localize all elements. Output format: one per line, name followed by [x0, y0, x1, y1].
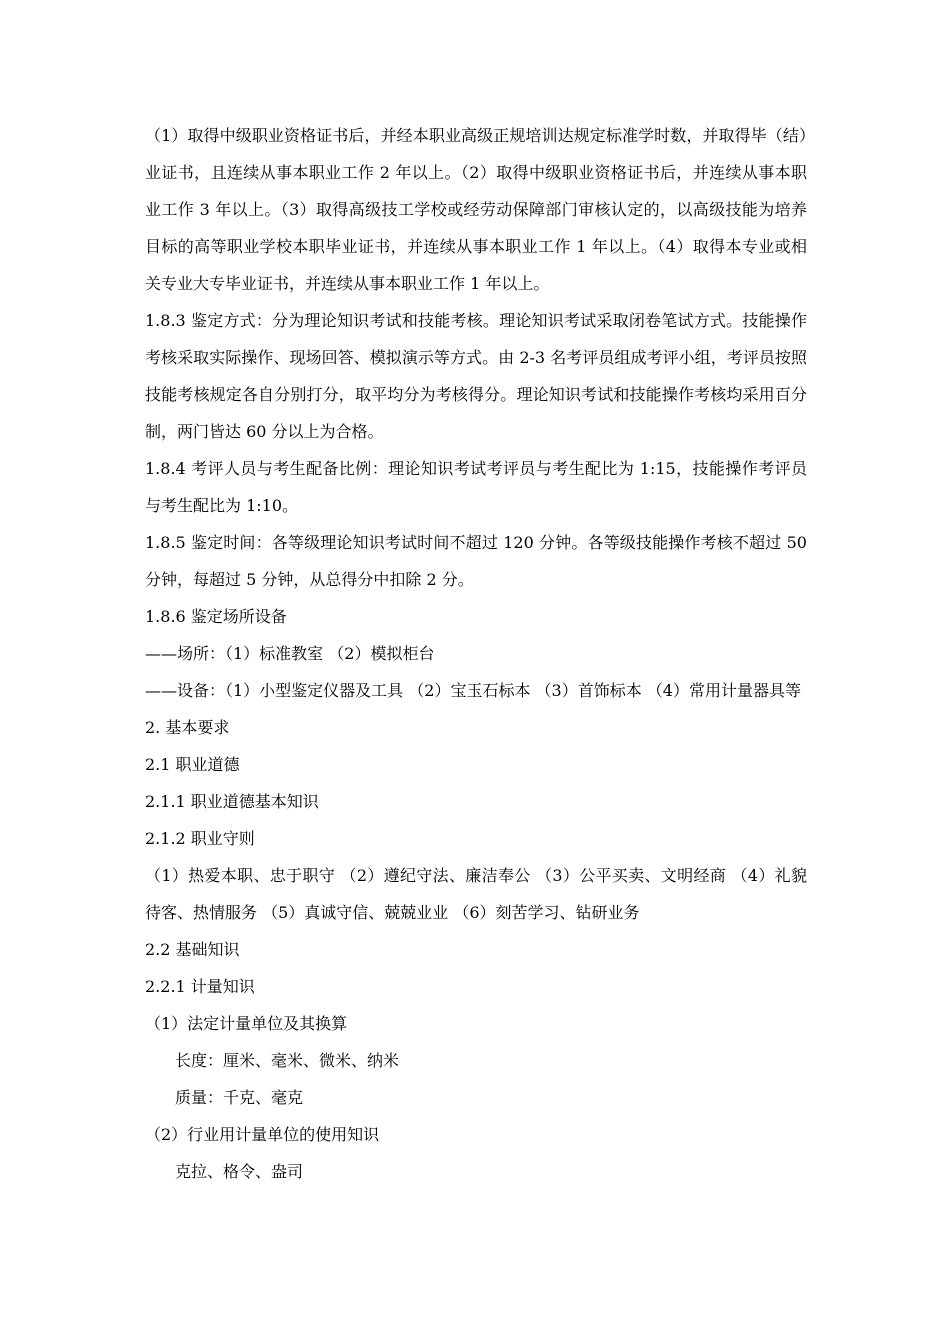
list-item-legal-units: （1）法定计量单位及其换算: [145, 1014, 348, 1033]
section-heading-basic-requirements: 2. 基本要求: [145, 718, 230, 737]
section-heading-code-of-conduct: 2.1.2 职业守则: [145, 829, 255, 848]
list-item-industry-units: （2）行业用计量单位的使用知识: [145, 1125, 380, 1144]
list-item-mass-units: 质量：千克、毫克: [175, 1088, 304, 1107]
section-heading-professional-ethics: 2.1 职业道德: [145, 755, 240, 774]
section-heading-basic-knowledge: 2.2 基础知识: [145, 940, 240, 959]
list-item-carat-grain-ounce: 克拉、格令、盎司: [175, 1162, 304, 1181]
paragraph-appraisal-method: 1.8.3 鉴定方式：分为理论知识考试和技能考核。理论知识考试采取闭卷笔试方式。技能操作考核采取实际操作、现场回答、模拟演示等方式。由 2-3 名考评员组成考评小组，考评员按照技能考核规定各自分别打分，取平均分为考核得分。理论知识考试和技能操作考核均采用百分制，两门皆达 60 分以上为合格。: [145, 311, 807, 441]
paragraph-qualification-conditions: （1）取得中级职业资格证书后，并经本职业高级正规培训达规定标准学时数，并取得毕（结）业证书，且连续从事本职业工作 2 年以上。（2）取得中级职业资格证书后，并连续从事本职业工作 3 年以上。（3）取得高级技工学校或经劳动保障部门审核认定的，以高级技能为培养目标的高等职业学校本职毕业证书，并连续从事本职业工作 1 年以上。（4）取得本专业或相关专业大专毕业证书，并连续从事本职业工作 1 年以上。: [145, 126, 807, 293]
section-heading-measurement-knowledge: 2.2.1 计量知识: [145, 977, 255, 996]
venue-list: ——场所：（1）标准教室 （2）模拟柜台: [145, 644, 435, 663]
section-heading-venue-equipment: 1.8.6 鉴定场所设备: [145, 607, 287, 626]
code-of-conduct-list: （1）热爱本职、忠于职守 （2）遵纪守法、廉洁奉公 （3）公平买卖、文明经商 （4）礼貌待客、热情服务 （5）真诚守信、兢兢业业 （6）刻苦学习、钻研业务: [145, 866, 807, 922]
document-body: [145, 117, 807, 1190]
equipment-list: ——设备：（1）小型鉴定仪器及工具 （2）宝玉石标本 （3）首饰标本 （4）常用计量器具等: [145, 681, 801, 700]
paragraph-examiner-ratio: 1.8.4 考评人员与考生配备比例：理论知识考试考评员与考生配比为 1:15，技能操作考评员与考生配比为 1:10。: [145, 459, 807, 515]
paragraph-appraisal-time: 1.8.5 鉴定时间：各等级理论知识考试时间不超过 120 分钟。各等级技能操作考核不超过 50 分钟，每超过 5 分钟，从总得分中扣除 2 分。: [145, 533, 807, 589]
section-heading-ethics-knowledge: 2.1.1 职业道德基本知识: [145, 792, 319, 811]
list-item-length-units: 长度：厘米、毫米、微米、纳米: [175, 1051, 400, 1070]
